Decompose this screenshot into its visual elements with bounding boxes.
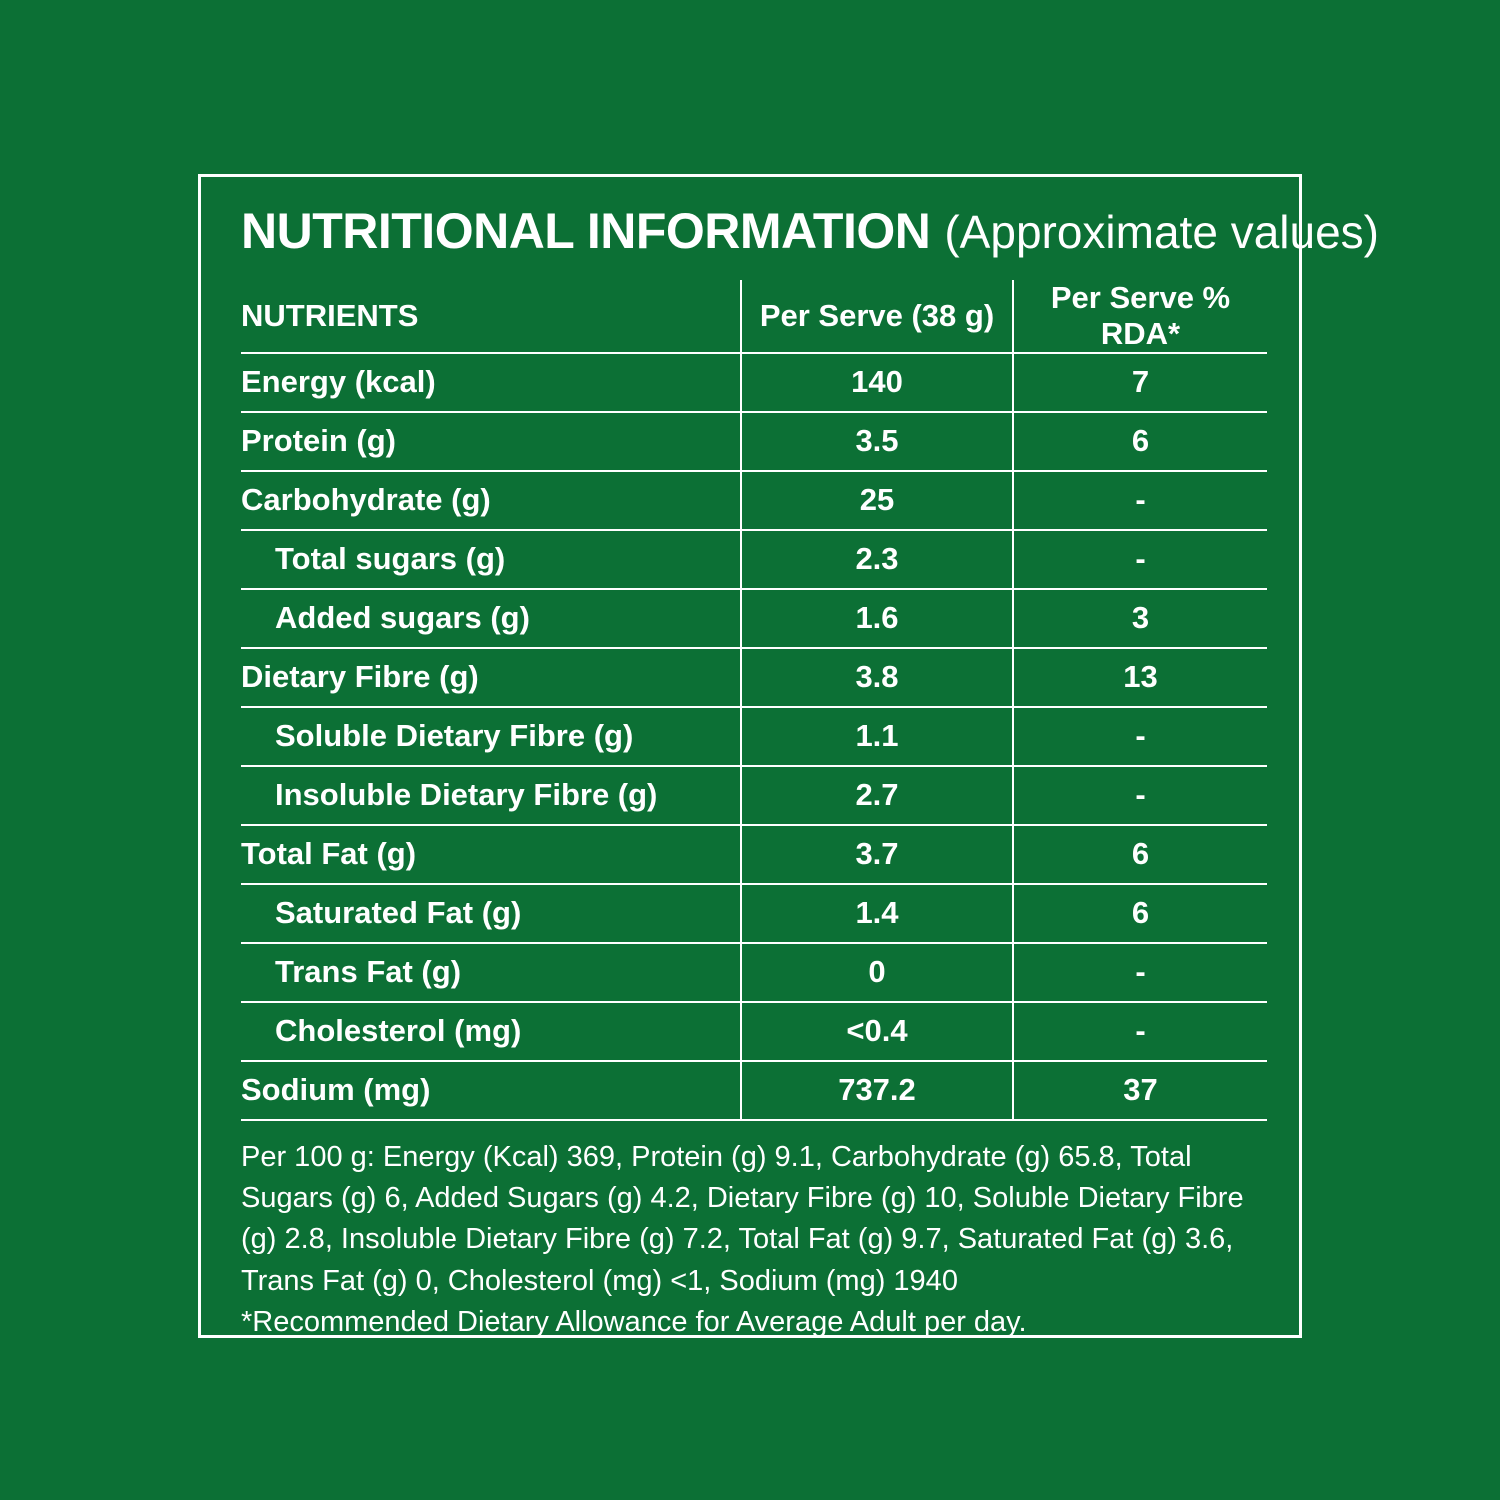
nutrient-name: Insoluble Dietary Fibre (g) (241, 766, 741, 825)
nutrient-per-serve-value: 25 (741, 471, 1013, 530)
nutrition-table (241, 280, 1267, 1119)
nutrient-name: Protein (g) (241, 412, 741, 471)
nutrient-rda-value: 37 (1013, 1061, 1267, 1119)
table-row (241, 707, 1267, 766)
footnotes (241, 1137, 1267, 1343)
table-row (241, 943, 1267, 1002)
table-row (241, 530, 1267, 589)
table-row (241, 471, 1267, 530)
nutrient-name: Energy (kcal) (241, 353, 741, 412)
table-row (241, 648, 1267, 707)
table-row (241, 589, 1267, 648)
table-header-row (241, 280, 1267, 353)
nutrient-name: Total sugars (g) (241, 530, 741, 589)
nutrient-rda-value: 6 (1013, 884, 1267, 943)
nutrient-per-serve-value: 3.8 (741, 648, 1013, 707)
nutrient-rda-value: - (1013, 943, 1267, 1002)
page-subtitle: (Approximate values) (944, 206, 1379, 258)
table-row (241, 353, 1267, 412)
table-row (241, 825, 1267, 884)
nutrient-name: Trans Fat (g) (241, 943, 741, 1002)
footnote-rda: *Recommended Dietary Allowance for Average Adult per day. (241, 1305, 1027, 1338)
nutrient-name: Total Fat (g) (241, 825, 741, 884)
column-header-per-serve: Per Serve (38 g) (741, 280, 1013, 353)
nutrient-rda-value: 13 (1013, 648, 1267, 707)
table-row (241, 1002, 1267, 1061)
nutrient-name: Cholesterol (mg) (241, 1002, 741, 1061)
nutrient-per-serve-value: 3.5 (741, 412, 1013, 471)
table-body (241, 353, 1267, 1119)
table-row (241, 766, 1267, 825)
nutrient-name: Added sugars (g) (241, 589, 741, 648)
nutrient-rda-value: 6 (1013, 825, 1267, 884)
nutrient-per-serve-value: <0.4 (741, 1002, 1013, 1061)
nutrient-per-serve-value: 140 (741, 353, 1013, 412)
column-header-per-serve-rda: Per Serve % RDA* (1013, 280, 1267, 353)
nutrient-per-serve-value: 0 (741, 943, 1013, 1002)
table-bottom-rule (241, 1119, 1267, 1122)
nutrient-per-serve-value: 2.3 (741, 530, 1013, 589)
nutrient-name: Sodium (mg) (241, 1072, 431, 1107)
nutrient-per-serve-value: 1.4 (741, 884, 1013, 943)
column-header-nutrients: NUTRIENTS (241, 280, 741, 353)
page-title: NUTRITIONAL INFORMATION (241, 203, 931, 259)
nutrition-panel (198, 174, 1379, 1338)
nutrient-rda-value: - (1013, 766, 1267, 825)
nutrient-rda-value: 6 (1013, 412, 1267, 471)
nutrient-rda-value: 3 (1013, 589, 1267, 648)
table-row (241, 412, 1267, 471)
nutrient-per-serve-value: 1.6 (741, 589, 1013, 648)
nutrition-panel-content (241, 203, 1379, 1343)
nutrient-per-serve-value: 737.2 (741, 1061, 1013, 1119)
nutrient-name: Carbohydrate (g) (241, 471, 741, 530)
panel-title (241, 203, 1379, 259)
table-row (241, 884, 1267, 943)
footnote-per-100g: Per 100 g: Energy (Kcal) 369, Protein (g) 9.1, Carbohydrate (g) 65.8, Total Sugars (g) 6, Added Sugars (g) 4.2, Dietary Fibre (g) 10, Soluble Dietary Fibre (g) 2.8, Insoluble Dietary Fibre (g) 7.2, Total Fat (g) 9.7, Saturated Fat (g) 3.6, Trans Fat (g) 0, Cholesterol (mg) <1, Sodium (mg) 1940 (241, 1141, 1244, 1297)
table-row (241, 1061, 1267, 1119)
nutrient-rda-value: - (1013, 707, 1267, 766)
nutrient-rda-value: - (1013, 1002, 1267, 1061)
nutrient-per-serve-value: 2.7 (741, 766, 1013, 825)
nutrient-per-serve-value: 3.7 (741, 825, 1013, 884)
table-header (241, 280, 1267, 353)
nutrient-name: Soluble Dietary Fibre (g) (241, 707, 741, 766)
nutrient-per-serve-value: 1.1 (741, 707, 1013, 766)
nutrient-rda-value: - (1013, 471, 1267, 530)
nutrient-name: Dietary Fibre (g) (241, 648, 741, 707)
nutrient-rda-value: - (1013, 530, 1267, 589)
nutrient-name: Saturated Fat (g) (241, 884, 741, 943)
nutrient-rda-value: 7 (1013, 353, 1267, 412)
